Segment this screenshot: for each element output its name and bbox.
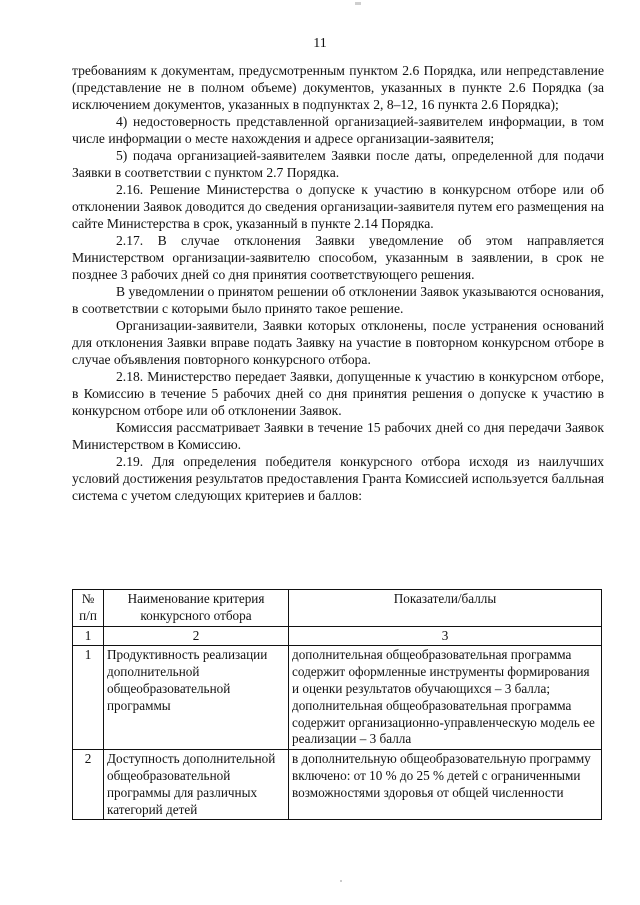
paragraph: 5) подача организацией-заявителем Заявки после даты, определенной для подачи Заявки в соответствии с пунктом 2.7 Порядка. <box>72 148 604 180</box>
criterion-name: Доступность дополнительной общеобразовательной программы для различных категорий детей <box>104 750 289 820</box>
page-number: 11 <box>313 36 327 51</box>
header-number: № п/п <box>73 590 104 627</box>
column-number: 1 <box>73 626 104 646</box>
header-criterion: Наименование критерия конкурсного отбора <box>104 590 289 627</box>
criteria-table <box>72 589 602 820</box>
paragraph: 2.19. Для определения победителя конкурсного отбора исходя из наилучших условий достижения результатов предоставления Гранта Комиссией используется балльная система с учетом следующих критериев и баллов: <box>72 454 604 503</box>
column-number-row <box>73 626 602 646</box>
table-row <box>73 646 602 750</box>
column-number: 3 <box>289 626 602 646</box>
header-indicators: Показатели/баллы <box>289 590 602 627</box>
paragraph: 4) недостоверность представленной организацией-заявителем информации, в том числе информации о месте нахождения и адресе организации-заявителя; <box>72 114 604 146</box>
row-number: 2 <box>73 750 104 820</box>
paragraph: 2.18. Министерство передает Заявки, допущенные к участию в конкурсном отборе, в Комиссию в течение 5 рабочих дней со дня принятия решения о допуске к участию в конкурсном отборе или об отклонении Заявок. <box>72 369 604 418</box>
paragraph: В уведомлении о принятом решении об отклонении Заявок указываются основания, в соответствии с которыми было принято такое решение. <box>72 284 604 316</box>
criterion-name: Продуктивность реализации дополнительной общеобразовательной программы <box>104 646 289 750</box>
scan-dot <box>340 880 342 882</box>
criterion-indicators: в дополнительную общеобразовательную программу включено: от 10 % до 25 % детей с ограниченными возможностями здоровья от общей численности <box>289 750 602 820</box>
paragraph: 2.16. Решение Министерства о допуске к участию в конкурсном отборе или об отклонении Заявок доводится до сведения организации-заявителя путем его размещения на сайте Министерства в срок, указанный в пункте 2.14 Порядка. <box>72 182 604 231</box>
table-header-row <box>73 590 602 627</box>
paragraph: Комиссия рассматривает Заявки в течение 15 рабочих дней со дня передачи Заявок Министерством в Комиссию. <box>72 420 604 452</box>
row-number: 1 <box>73 646 104 750</box>
scan-mark <box>355 2 361 5</box>
document-body <box>72 62 604 504</box>
paragraph: требованиям к документам, предусмотренным пунктом 2.6 Порядка, или непредставление (представление не в полном объеме) документов, указанных в пункте 2.6 Порядка (за исключением документов, указанных в подпунктах 2, 8–12, 16 пункта 2.6 Порядка); <box>72 63 604 112</box>
table-row <box>73 750 602 820</box>
column-number: 2 <box>104 626 289 646</box>
paragraph: 2.17. В случае отклонения Заявки уведомление об этом направляется Министерством организации-заявителю способом, указанным в заявлении, в срок не позднее 3 рабочих дней со дня принятия соответствующего решения. <box>72 233 604 282</box>
criterion-indicators: дополнительная общеобразовательная программа содержит оформленные инструменты формирования и оценки результатов обучающихся – 3 балла; дополнительная общеобразовательная программа содержит организационно-управленческую модель ее реализации – 3 балла <box>289 646 602 750</box>
paragraph: Организации-заявители, Заявки которых отклонены, после устранения оснований для отклонения Заявки вправе подать Заявку на участие в повторном конкурсном отборе в случае объявления повторного конкурсного отбора. <box>72 318 604 367</box>
